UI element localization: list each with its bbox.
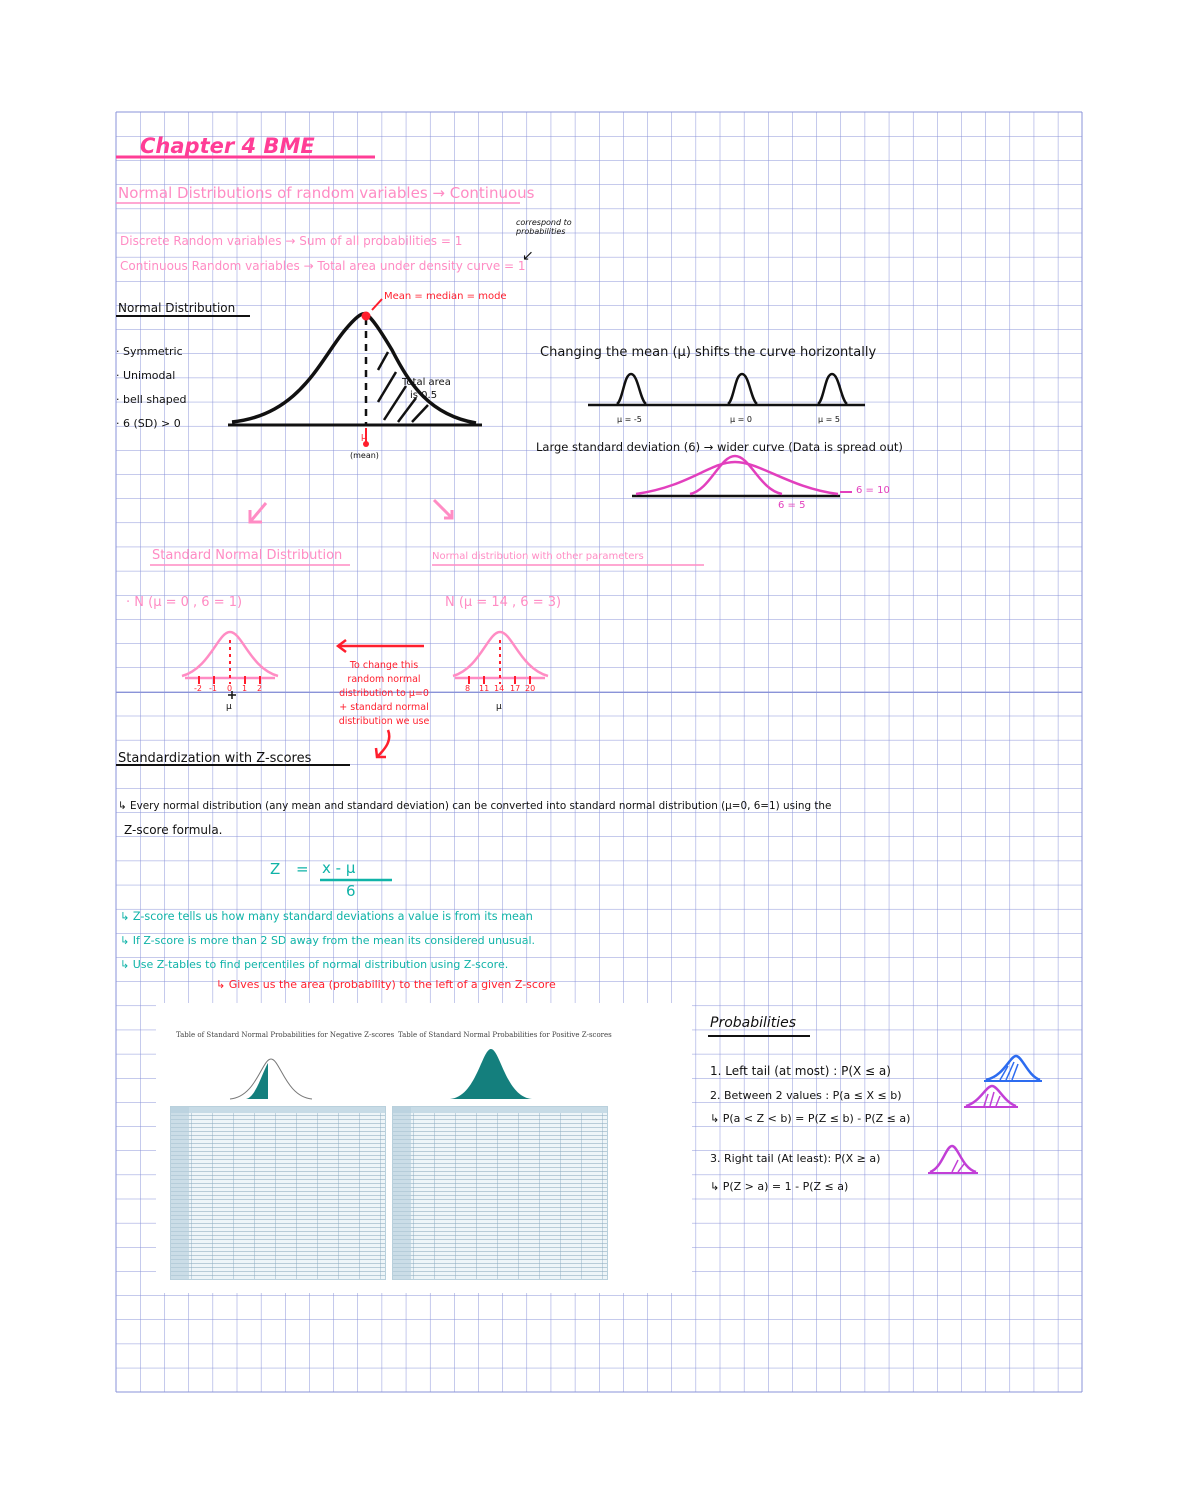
standardization-line2: Z-score formula. [124, 823, 223, 837]
area-label-2: is 0.5 [410, 390, 438, 401]
zscore-note-2: ↳ If Z-score is more than 2 SD away from the mean its considered unusual. [120, 934, 536, 947]
z-tables-image [156, 1003, 692, 1293]
mean-shift-label-pos: μ = 5 [818, 415, 840, 424]
negative-z-table [170, 1106, 386, 1280]
change-note-line: + standard normal [339, 702, 429, 713]
sd-note-text: Large standard deviation (6) → wider curve (Data is spread out) [536, 440, 903, 454]
right-table-title: Table of Standard Normal Probabilities for Positive Z-scores [398, 1031, 612, 1039]
intro-line-discrete: Discrete Random variables → Sum of all probabilities = 1 [120, 234, 463, 248]
peak-label: Mean = median = mode [384, 291, 507, 302]
std-tick-1: 1 [242, 684, 248, 693]
std-mu-mark: μ [226, 702, 232, 712]
bullet-symmetric: · Symmetric [116, 345, 183, 358]
bullet-sd-positive: · 6 (SD) > 0 [116, 417, 181, 430]
std-tick-2: 2 [257, 684, 263, 693]
standard-normal-notation: · N (μ = 0 , 6 = 1) [126, 595, 243, 610]
other-tick-8: 8 [465, 684, 471, 693]
prob-item-between-formula: ↳ P(a < Z < b) = P(Z ≤ b) - P(Z ≤ a) [710, 1112, 911, 1125]
intro-line-continuous: Continuous Random variables → Total area under density curve = 1 [120, 259, 526, 273]
formula-denominator: 6 [346, 882, 356, 900]
prob-item-right-tail: 3. Right tail (At least): P(X ≥ a) [710, 1152, 881, 1165]
area-label-1: Total area [402, 377, 451, 388]
other-tick-14: 14 [494, 684, 505, 693]
change-note [324, 659, 444, 729]
left-table-curve [226, 1053, 316, 1103]
prob-item-between: 2. Between 2 values : P(a ≤ X ≤ b) [710, 1089, 902, 1102]
mean-shift-text: Changing the mean (μ) shifts the curve horizontally [540, 345, 877, 360]
other-normal-heading: Normal distribution with other parameters [432, 551, 644, 562]
page-title: Chapter 4 BME [140, 134, 315, 158]
change-note-line: random normal [347, 674, 421, 685]
std-tick-0: 0 [227, 684, 233, 693]
probabilities-heading: Probabilities [710, 1015, 797, 1031]
formula-eq: = [296, 860, 309, 878]
note-corresponds: correspond to probabilities [516, 218, 572, 236]
std-tick-m2: -2 [194, 684, 202, 693]
change-note-line: distribution we use [338, 716, 430, 727]
standardization-line1: ↳ Every normal distribution (any mean and standard deviation) can be converted into standard normal distribution (μ=0, 6=1) using the [118, 800, 832, 812]
zscore-subnote: ↳ Gives us the area (probability) to the left of a given Z-score [216, 978, 556, 991]
prob-item-right-formula: ↳ P(Z > a) = 1 - P(Z ≤ a) [710, 1180, 849, 1193]
other-tick-20: 20 [525, 684, 536, 693]
mean-shift-label-neg: μ = -5 [617, 415, 642, 424]
formula-numerator: x - μ [322, 859, 356, 877]
other-tick-17: 17 [510, 684, 521, 693]
formula-lhs: Z [270, 860, 281, 878]
bullet-bell-shaped: · bell shaped [116, 393, 187, 406]
right-table-curve [446, 1045, 536, 1103]
std-tick-m1: -1 [209, 684, 217, 693]
change-note-line: To change this [349, 660, 419, 671]
zscore-note-1: ↳ Z-score tells us how many standard deviations a value is from its mean [120, 910, 533, 923]
subtitle: Normal Distributions of random variables → Continuous [118, 184, 535, 202]
zscore-note-3: ↳ Use Z-tables to find percentiles of normal distribution using Z-score. [120, 958, 509, 971]
standard-normal-heading: Standard Normal Distribution [152, 548, 343, 563]
sd-label-wide: 6 = 10 [856, 485, 890, 496]
sd-label-narrow: 6 = 5 [778, 500, 806, 511]
change-note-line: distribution to μ=0 [339, 688, 429, 699]
prob-item-left-tail: 1. Left tail (at most) : P(X ≤ a) [710, 1064, 891, 1078]
mean-shift-label-zero: μ = 0 [730, 415, 752, 424]
left-table-title: Table of Standard Normal Probabilities for Negative Z-scores [176, 1031, 395, 1039]
normal-heading: Normal Distribution [118, 301, 236, 315]
arrow-down-icon: ↙ [522, 248, 534, 264]
other-normal-notation: N (μ = 14 , 6 = 3) [445, 595, 562, 610]
positive-z-table [392, 1106, 608, 1280]
mean-axis-label: (mean) [350, 451, 379, 460]
mu-mark: μ [361, 432, 367, 442]
bullet-unimodal: · Unimodal [116, 369, 176, 382]
other-mu-mark: μ [496, 702, 502, 712]
standardization-heading: Standardization with Z-scores [118, 751, 312, 766]
other-tick-11: 11 [479, 684, 490, 693]
